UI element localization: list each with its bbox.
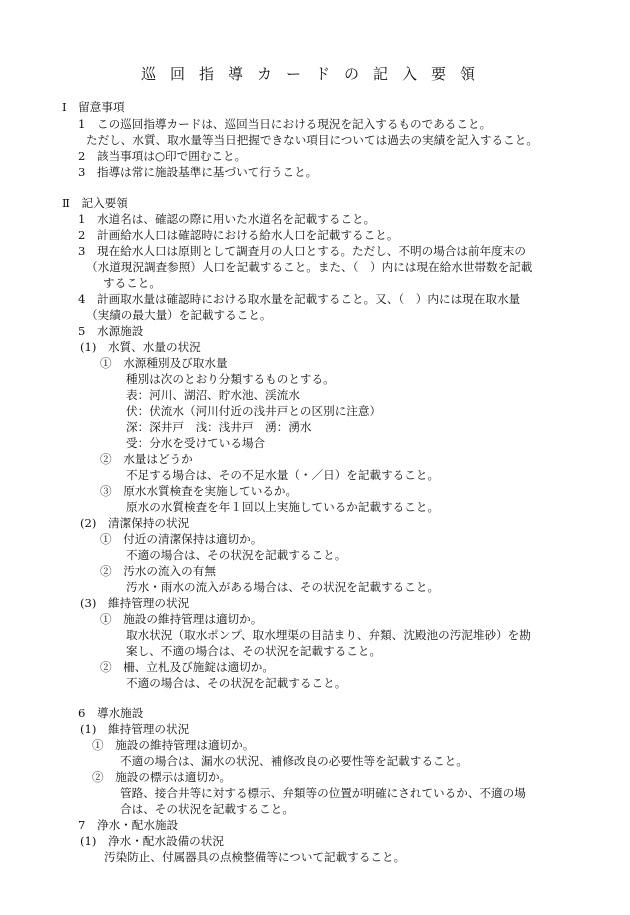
subitem-facility-maintenance-desc: 取水状況（取水ポンプ、取水埋渠の目詰まり、弁類、沈殿池の汚泥堆砂）を勘 bbox=[126, 628, 531, 642]
subitem-surroundings: ① 付近の清潔保持は適切か。 bbox=[100, 532, 263, 546]
subitem-fence-sign-lock-desc: 不適の場合は、その状況を記載すること。 bbox=[126, 676, 347, 690]
subitem-purification-facility: (1) 浄水・配水設備の状況 bbox=[80, 834, 224, 848]
subitem-conveyance-facility-desc: 不適の場合は、漏水の状況、補修改良の必要性等を記載すること。 bbox=[120, 754, 468, 768]
subitem-quality-quantity: (1) 水質、水量の状況 bbox=[80, 340, 201, 354]
subitem-conveyance-maintenance: (1) 維持管理の状況 bbox=[80, 722, 190, 736]
subitem-facility-maintenance: ① 施設の維持管理は適切か。 bbox=[100, 612, 263, 626]
subitem-fence-sign-lock: ② 柵、立札及び施錠は適切か。 bbox=[100, 660, 274, 674]
instruction-item-3: 3 現在給水人口は原則として調査月の人口とする。ただし、不明の場合は前年度末の bbox=[78, 244, 526, 258]
note-item-1: 1 この巡回指導カードは、巡回当日における現況を記入するものであること。 bbox=[78, 117, 492, 131]
note-item-2: 2 該当事項は○印で囲むこと。 bbox=[78, 149, 247, 163]
source-type-subsurface: 伏：伏流水（河川付近の浅井戸との区別に注意） bbox=[126, 404, 382, 418]
source-type-wells: 深：深井戸 浅：浅井戸 湧：湧水 bbox=[126, 420, 312, 434]
section-heading-instructions: Ⅱ 記入要領 bbox=[62, 196, 128, 210]
instruction-item-3-line-3: すること。 bbox=[103, 276, 161, 290]
subitem-raw-water-test: ③ 原水水質検査を実施しているか。 bbox=[100, 484, 298, 498]
subitem-facility-maintenance-desc-2: 案し、不適の場合は、その状況を記載すること。 bbox=[126, 644, 382, 658]
instruction-item-3-line-2: （水道現況調査参照）人口を記載すること。また、（ ）内には現在給水世帯数を記載 bbox=[86, 260, 533, 274]
subitem-sewage-inflow: ② 汚水の流入の有無 bbox=[100, 564, 216, 578]
subitem-sewage-inflow-desc: 汚水・雨水の流入がある場合は、その状況を記載すること。 bbox=[126, 580, 440, 594]
instruction-item-5: 5 水源施設 bbox=[78, 324, 144, 338]
source-type-surface: 表：河川、湖沼、貯水池、渓流水 bbox=[126, 388, 300, 402]
subitem-water-volume: ② 水量はどうか bbox=[100, 452, 193, 466]
subitem-raw-water-test-desc: 原水の水質検査を年１回以上実施しているか記載すること。 bbox=[126, 500, 440, 514]
subitem-conveyance-marking: ② 施設の標示は適切か。 bbox=[92, 770, 232, 784]
subitem-surroundings-desc: 不適の場合は、その状況を記載すること。 bbox=[126, 548, 347, 562]
subitem-cleanliness: (2) 清潔保持の状況 bbox=[80, 516, 190, 530]
subitem-water-volume-desc: 不足する場合は、その不足水量（・／日）を記載すること。 bbox=[126, 468, 440, 482]
note-item-1-continued: ただし、水質、取水量等当日把握できない項目については過去の実績を記入すること。 bbox=[86, 133, 538, 147]
instruction-item-6: 6 導水施設 bbox=[78, 706, 144, 720]
instruction-item-4-line-2: （実績の最大量）を記載すること。 bbox=[86, 308, 272, 322]
instruction-item-1: 1 水道名は、確認の際に用いた水道名を記載すること。 bbox=[78, 212, 376, 226]
document-title: 巡回指導カードの記入要領 bbox=[140, 65, 489, 83]
subitem-purification-facility-desc: 汚染防止、付属器具の点検整備等について記載すること。 bbox=[104, 850, 406, 864]
note-item-3: 3 指導は常に施設基準に基づいて行うこと。 bbox=[78, 165, 318, 179]
subitem-source-type: ① 水源種別及び取水量 bbox=[100, 356, 228, 370]
source-type-received: 受：分水を受けている場合 bbox=[126, 436, 266, 450]
subitem-source-type-desc: 種別は次のとおり分類するものとする。 bbox=[126, 372, 335, 386]
subitem-conveyance-marking-desc: 管路、接合井等に対する標示、弁類等の位置が明確にされているか、不適の場 bbox=[120, 786, 526, 800]
instruction-item-2: 2 計画給水人口は確認時における給水人口を記載すること。 bbox=[78, 228, 399, 242]
section-heading-notes: Ⅰ 留意事項 bbox=[62, 100, 125, 114]
subitem-maintenance: (3) 維持管理の状況 bbox=[80, 596, 190, 610]
subitem-conveyance-facility: ① 施設の維持管理は適切か。 bbox=[92, 738, 255, 752]
subitem-conveyance-marking-desc-2: 合は、その状況を記載すること。 bbox=[120, 802, 294, 816]
instruction-item-4: 4 計画取水量は確認時における取水量を記載すること。又、（ ）内には現在取水量 bbox=[78, 292, 521, 306]
instruction-item-7: 7 浄水・配水施設 bbox=[78, 818, 179, 832]
